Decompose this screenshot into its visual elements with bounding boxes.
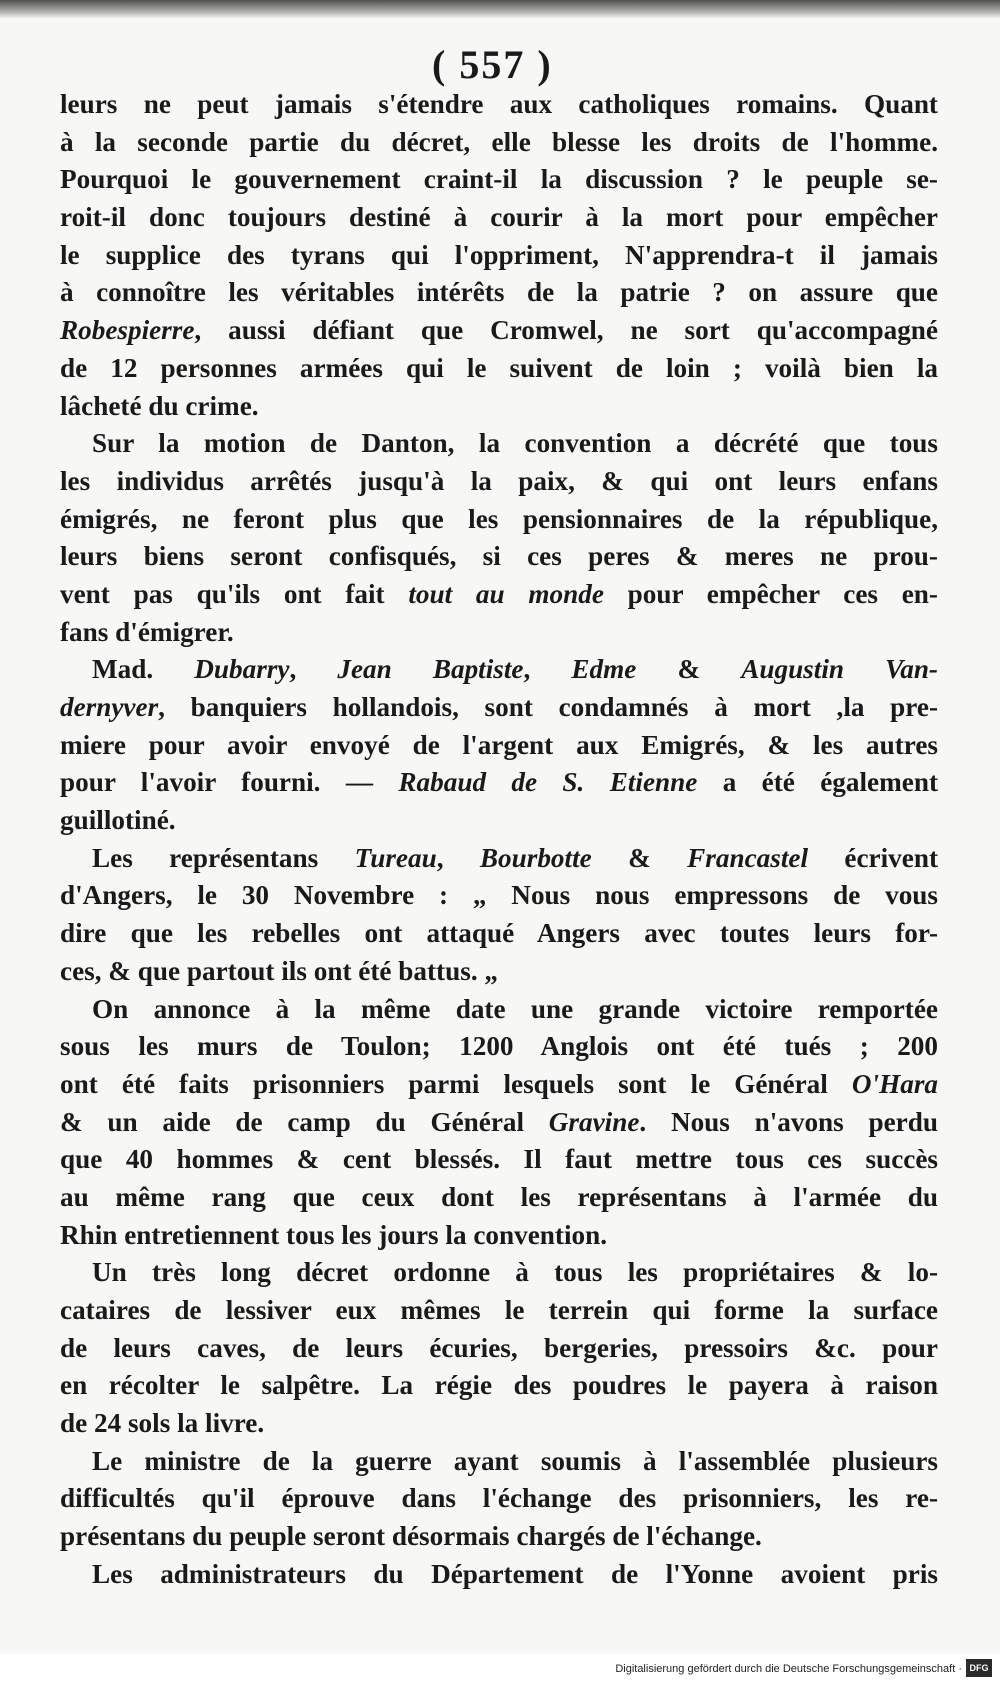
text-segment: , — [289, 654, 338, 685]
text-segment: , aussi défiant que Cromwel, ne sort qu'accompagné — [194, 315, 938, 346]
italic-name: O'Hara — [851, 1068, 938, 1099]
text-segment: difficultés qu'il éprouve dans l'échange des prisonniers, les re- — [60, 1483, 938, 1514]
italic-name: Robespierre — [60, 315, 195, 346]
text-segment: de leurs caves, de leurs écuries, bergeries, pressoirs &c. pour — [60, 1332, 938, 1363]
text-segment: Un très long décret ordonne à tous les propriétaires & lo- — [92, 1257, 938, 1288]
text-line — [60, 576, 938, 614]
italic-name: Bourbotte — [479, 842, 592, 873]
text-line — [60, 1028, 938, 1066]
text-line — [60, 237, 938, 275]
article-text — [60, 86, 938, 1594]
text-line — [60, 764, 938, 802]
text-segment: Le ministre de la guerre ayant soumis à l'assemblée plusieurs — [92, 1445, 938, 1476]
text-segment: . Nous n'avons perdu — [639, 1106, 938, 1137]
text-line — [60, 501, 938, 539]
text-segment: cataires de lessiver eux mêmes le terrein qui forme la surface — [60, 1295, 938, 1325]
text-line — [60, 124, 938, 162]
dfg-logo: DFG — [966, 1659, 992, 1677]
text-line — [60, 802, 938, 840]
text-segment: de 12 personnes armées qui le suivent de loin ; voilà bien la — [60, 352, 938, 383]
text-segment: Sur la motion de Danton, la convention a décrété que tous — [92, 428, 938, 459]
text-segment: sous les murs de Toulon; 1200 Anglois ont été tués ; 200 — [60, 1031, 938, 1062]
text-segment: vent pas qu'ils ont fait — [60, 578, 409, 609]
text-line — [60, 1367, 938, 1405]
text-segment: que 40 hommes & cent blessés. Il faut mettre tous ces succès — [60, 1144, 938, 1175]
italic-name: Rabaud de S. Etienne — [398, 767, 698, 798]
text-line — [60, 1141, 938, 1179]
text-segment: miere pour avoir envoyé de l'argent aux Emigrés, & les autres — [60, 729, 938, 760]
text-line — [60, 199, 938, 237]
italic-name: Tureau — [354, 842, 437, 873]
digitization-footer — [0, 1654, 1000, 1684]
italic-name: Augustin Van- — [741, 654, 938, 685]
text-segment: ces, & que partout ils ont été battus. „ — [60, 955, 499, 986]
italic-name: dernyver — [60, 692, 159, 722]
text-segment: de 24 sols la livre. — [60, 1408, 265, 1439]
text-segment: Mad. — [92, 654, 195, 685]
italic-name: Gravine — [548, 1106, 640, 1137]
text-line — [60, 161, 938, 199]
text-segment: leurs biens seront confisqués, si ces peres & meres ne prou- — [60, 541, 938, 572]
text-line — [60, 991, 938, 1029]
text-line — [60, 614, 938, 652]
text-line — [60, 915, 938, 953]
text-line — [60, 1480, 938, 1518]
text-line — [60, 538, 938, 576]
italic-name: Edme — [571, 654, 637, 685]
text-segment: pour l'avoir fourni. — — [60, 767, 399, 798]
text-segment: à la seconde partie du décret, elle blesse les droits de l'homme. — [60, 126, 938, 157]
text-segment: On annonce à la même date une grande victoire remportée — [92, 993, 938, 1024]
text-line — [60, 86, 938, 124]
italic-name: Francastel — [687, 842, 809, 873]
text-segment: pour empêcher ces en- — [603, 578, 938, 609]
text-line — [60, 1104, 938, 1142]
page-number: ( 557 ) — [432, 42, 553, 87]
text-segment: a été également — [697, 767, 938, 798]
text-segment: dire que les rebelles ont attaqué Angers avec toutes leurs for- — [60, 918, 938, 949]
text-segment: les individus arrêtés jusqu'à la paix, & qui ont leurs enfans — [60, 465, 938, 496]
funding-credit: Digitalisierung gefördert durch die Deutsche Forschungsgemeinschaft · — [615, 1663, 962, 1675]
text-line — [60, 388, 938, 426]
text-segment: émigrés, ne feront plus que les pensionnaires de la république, — [60, 503, 938, 534]
text-line — [60, 1443, 938, 1481]
text-segment: fans d'émigrer. — [60, 616, 234, 647]
text-segment: leurs ne peut jamais s'étendre aux catholiques romains. Quant — [60, 89, 938, 119]
text-line — [60, 1066, 938, 1104]
text-line — [60, 463, 938, 501]
text-segment: guillotiné. — [60, 805, 176, 836]
text-segment: roit-il donc toujours destiné à courir à la mort pour empêcher — [60, 202, 938, 233]
text-line — [60, 689, 938, 727]
text-line — [60, 1405, 938, 1443]
text-line — [60, 1254, 938, 1292]
text-line — [60, 651, 938, 689]
text-line — [60, 1556, 938, 1594]
text-segment: , — [523, 654, 572, 685]
text-line — [60, 840, 938, 878]
text-line — [60, 1330, 938, 1368]
text-segment: & — [636, 654, 742, 685]
text-segment: écrivent — [808, 842, 938, 873]
text-segment: & un aide de camp du Général — [60, 1106, 549, 1137]
scan-top-edge — [0, 0, 1000, 18]
text-line — [60, 1292, 938, 1330]
text-line — [60, 877, 938, 915]
text-segment: , banquiers hollandois, sont condamnés à mort ,la pre- — [158, 692, 938, 722]
italic-name: tout au monde — [408, 578, 604, 609]
text-line — [60, 953, 938, 991]
text-line — [60, 727, 938, 765]
text-segment: , — [436, 842, 480, 873]
text-line — [60, 1179, 938, 1217]
text-segment: au même rang que ceux dont les représentans à l'armée du — [60, 1181, 938, 1212]
text-segment: le supplice des tyrans qui l'oppriment, N'apprendra-t il jamais — [60, 239, 938, 270]
text-line — [60, 350, 938, 388]
text-segment: lâcheté du crime. — [60, 390, 259, 421]
text-segment: à connoître les véritables intérêts de la patrie ? on assure que — [60, 277, 938, 308]
text-segment: présentans du peuple seront désormais chargés de l'échange. — [60, 1521, 762, 1552]
text-segment: d'Angers, le 30 Novembre : „ Nous nous empressons de vous — [60, 880, 938, 911]
text-line — [60, 312, 938, 350]
text-line — [60, 1217, 938, 1255]
text-segment: Pourquoi le gouvernement craint-il la discussion ? le peuple se- — [60, 164, 938, 195]
text-line — [60, 274, 938, 312]
text-segment: Rhin entretiennent tous les jours la convention. — [60, 1219, 608, 1250]
text-segment: ont été faits prisonniers parmi lesquels sont le Général — [60, 1068, 852, 1099]
text-line — [60, 1518, 938, 1556]
italic-name: Dubarry — [194, 654, 290, 685]
text-segment: en récolter le salpêtre. La régie des poudres le payera à raison — [60, 1370, 938, 1401]
text-segment: Les administrateurs du Département de l'Yonne avoient pris — [92, 1558, 938, 1589]
text-line — [60, 425, 938, 463]
text-segment: Les représentans — [92, 842, 355, 873]
text-segment: & — [591, 842, 688, 873]
italic-name: Jean Baptiste — [337, 654, 524, 685]
